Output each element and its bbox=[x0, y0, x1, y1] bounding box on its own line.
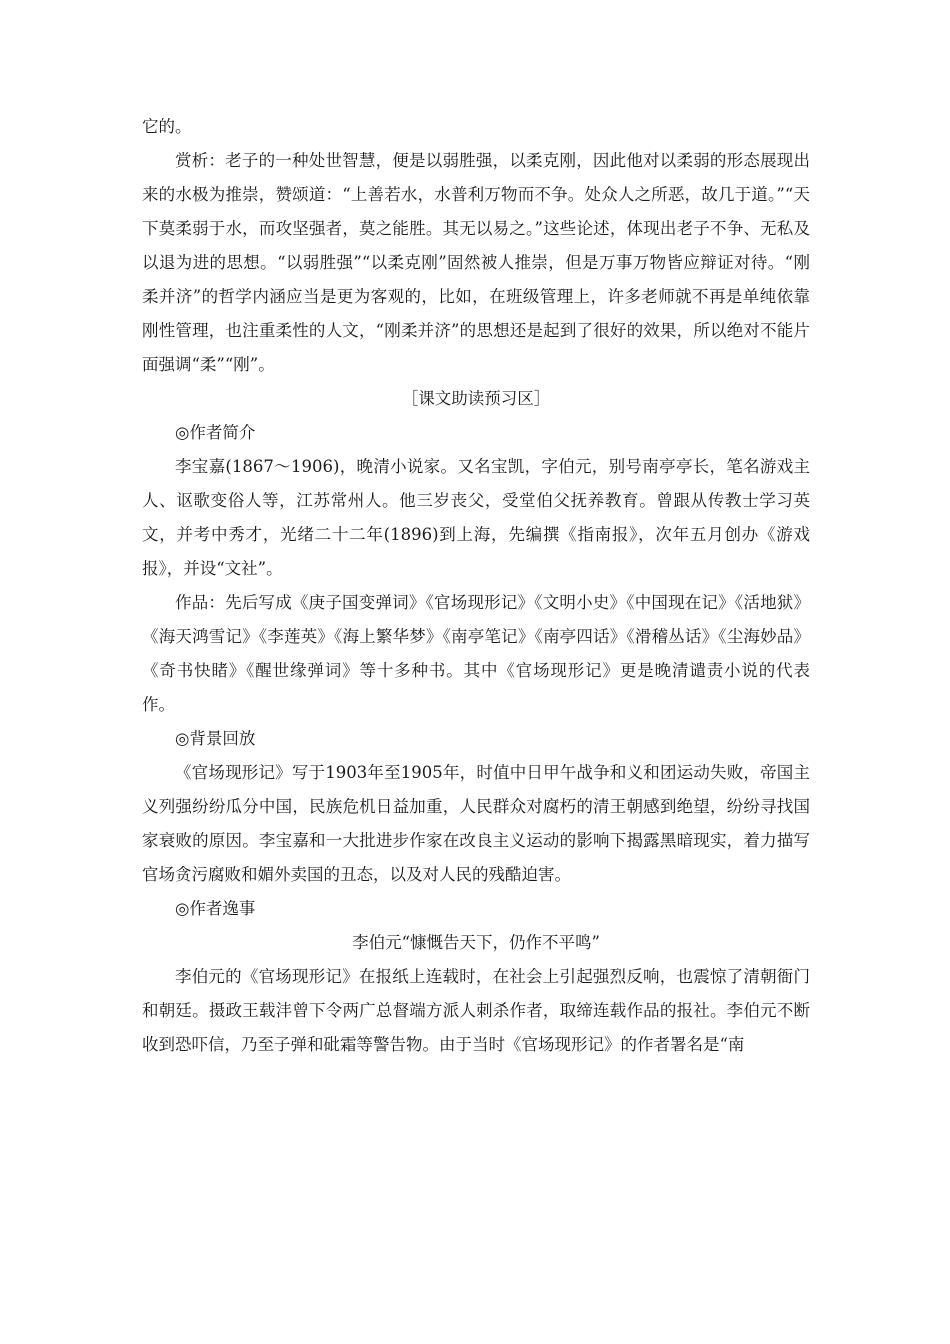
paragraph-anecdote: 李伯元的《官场现形记》在报纸上连载时，在社会上引起强烈反响，也震惊了清朝衙门和朝廷。摄政王载沣曾下令两广总督端方派人刺杀作者，取缔连载作品的报社。李伯元不断收到恐吓信，乃至子弹和砒霜等警告物。由于当时《官场现形记》的作者署名是“南 bbox=[142, 967, 810, 1054]
paragraph-appreciation: 赏析：老子的一种处世智慧，便是以弱胜强，以柔克刚，因此他对以柔弱的形态展现出来的水极为推崇，赞颂道：“上善若水，水普利万物而不争。处众人之所恶，故几于道。”“天下莫柔弱于水，而攻坚强者，莫之能胜。其无以易之。”这些论述，体现出老子不争、无私及以退为进的思想。“以弱胜强”“以柔克刚”固然被人推崇，但是万事万物皆应辩证对待。“刚柔并济”的哲学内涵应当是更为客观的，比如，在班级管理上，许多老师就不再是单纯依靠刚性管理，也注重柔性的人文，“刚柔并济”的思想还是起到了很好的效果，所以绝对不能片面强调“柔”“刚”。 bbox=[142, 151, 810, 374]
paragraph-background: 《官场现形记》写于1903年至1905年，时值中日甲午战争和义和团运动失败，帝国主义列强纷纷瓜分中国，民族危机日益加重，人民群众对腐朽的清王朝感到绝望，纷纷寻找国家衰败的原因。李宝嘉和一大批进步作家在改良主义运动的影响下揭露黑暗现实，着力描写官场贪污腐败和媚外卖国的丑态，以及对人民的残酷迫害。 bbox=[142, 763, 810, 884]
heading-author-intro: ◎作者简介 bbox=[175, 423, 256, 442]
paragraph-continuation: 它的。 bbox=[142, 117, 192, 136]
section-title: ［课文助读预习区］ bbox=[401, 389, 551, 408]
heading-anecdote: ◎作者逸事 bbox=[175, 899, 256, 918]
document-page bbox=[142, 110, 810, 1062]
anecdote-title: 李伯元“慷慨告天下，仍作不平鸣” bbox=[352, 933, 600, 952]
heading-background: ◎背景回放 bbox=[175, 729, 256, 748]
paragraph-works: 作品：先后写成《庚子国变弹词》《官场现形记》《文明小史》《中国现在记》《活地狱》《海天鸿雪记》《李莲英》《海上繁华梦》《南亭笔记》《南亭四话》《滑稽丛话》《尘海妙品》《奇书快睹》《醒世缘弹词》等十多种书。其中《官场现形记》更是晚清谴责小说的代表作。 bbox=[142, 593, 810, 714]
paragraph-author-bio: 李宝嘉(1867～1906)，晚清小说家。又名宝凯，字伯元，别号南亭亭长，笔名游戏主人、讴歌变俗人等，江苏常州人。他三岁丧父，受堂伯父抚养教育。曾跟从传教士学习英文，并考中秀才，光绪二十二年(1896)到上海，先编撰《指南报》，次年五月创办《游戏报》，并设“文社”。 bbox=[142, 457, 810, 578]
